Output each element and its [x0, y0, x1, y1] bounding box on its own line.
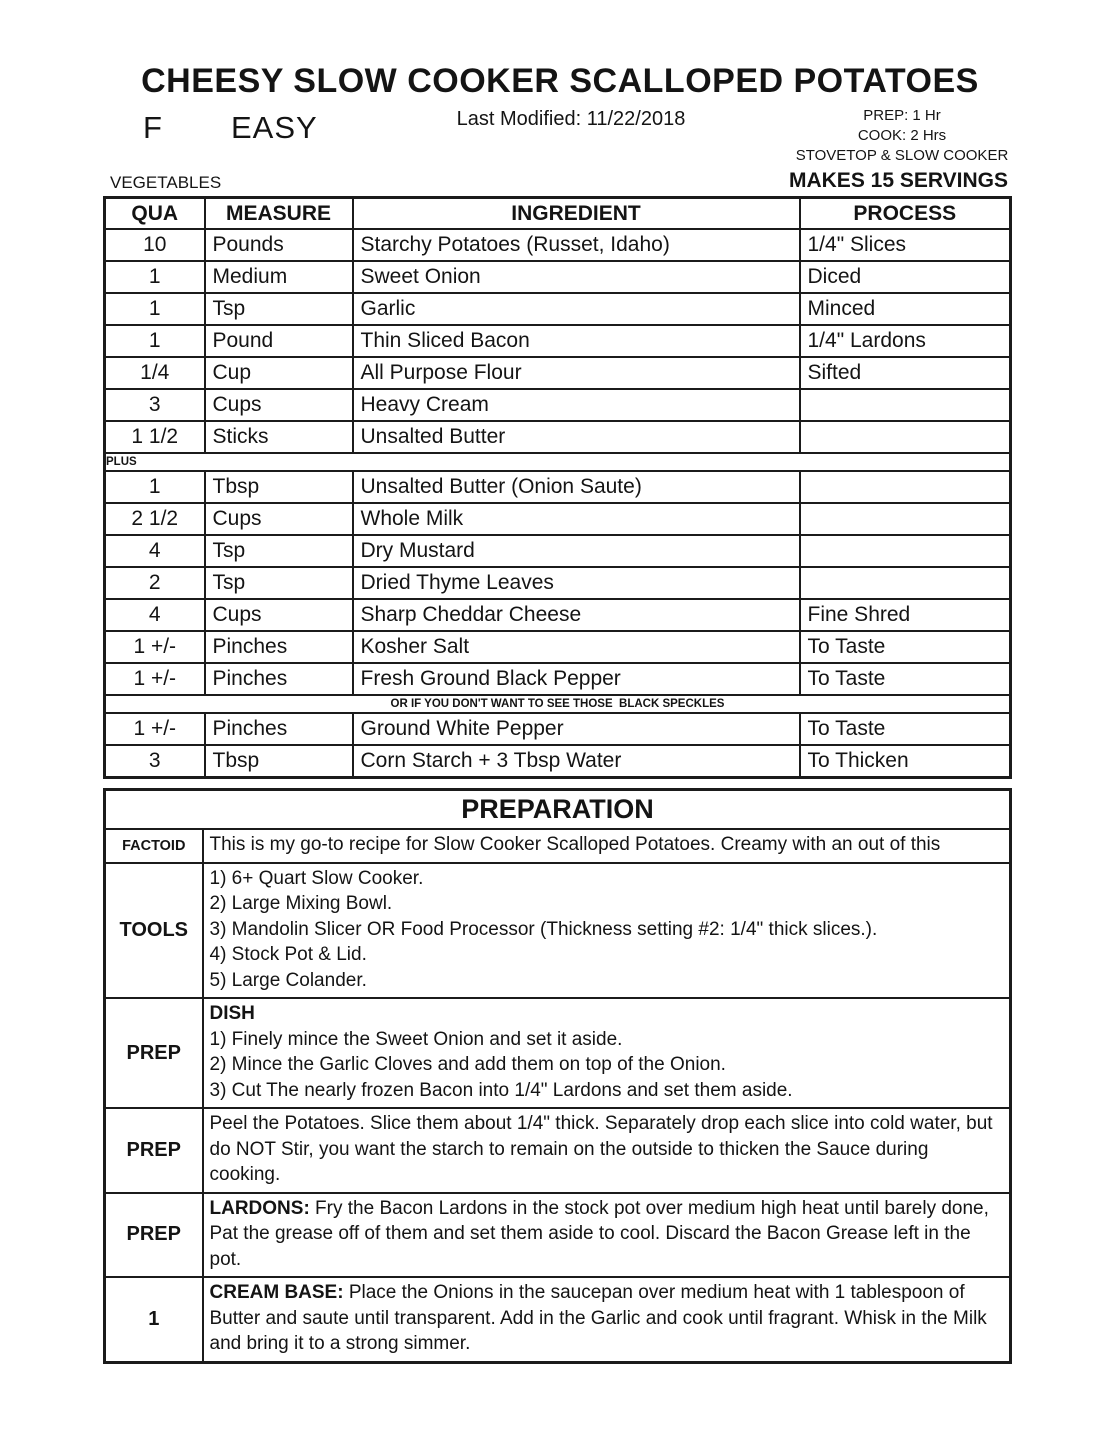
- recipe-letter: F: [143, 110, 162, 145]
- ingredient-row: [105, 599, 1011, 631]
- category-label: VEGETABLES: [110, 173, 222, 192]
- prep-row: [105, 1277, 1011, 1362]
- divider-row: [105, 695, 1011, 713]
- column-header-qua: QUA: [105, 198, 205, 230]
- recipe-header: [0, 0, 1120, 196]
- column-header-process: PROCESS: [800, 198, 1011, 230]
- prep-row: [105, 829, 1011, 863]
- prep-row-content: [203, 829, 1011, 863]
- process-cell: To Taste: [800, 713, 1011, 745]
- process-cell: Sifted: [800, 357, 1011, 389]
- process-cell: To Thicken: [800, 745, 1011, 778]
- last-modified: Last Modified: 11/22/2018: [456, 108, 686, 130]
- prep-line: 1) Finely mince the Sweet Onion and set it aside.: [209, 1028, 623, 1050]
- cook-method: STOVETOP & SLOW COOKER: [795, 147, 1009, 164]
- servings-label: MAKES 15 SERVINGS: [788, 169, 1008, 192]
- prep-row-label: TOOLS: [105, 863, 203, 999]
- measure-cell: Tbsp: [205, 745, 353, 778]
- preparation-title: PREPARATION: [105, 790, 1011, 830]
- ingredient-cell: Thin Sliced Bacon: [353, 325, 800, 357]
- prep-row-label: PREP: [105, 998, 203, 1108]
- column-header-measure: MEASURE: [205, 198, 353, 230]
- process-cell: Minced: [800, 293, 1011, 325]
- qua-cell: 1 1/2: [105, 421, 205, 453]
- ingredient-row: [105, 663, 1011, 695]
- preparation-header-row: [105, 790, 1011, 830]
- ingredient-row: [105, 631, 1011, 663]
- ingredient-cell: Corn Starch + 3 Tbsp Water: [353, 745, 800, 778]
- prep-line: 5) Large Colander.: [209, 969, 367, 991]
- ingredient-cell: Dry Mustard: [353, 535, 800, 567]
- ingredient-cell: Fresh Ground Black Pepper: [353, 663, 800, 695]
- ingredient-cell: Garlic: [353, 293, 800, 325]
- ingredient-row: [105, 567, 1011, 599]
- qua-cell: 1 +/-: [105, 663, 205, 695]
- ingredient-row: [105, 535, 1011, 567]
- prep-line: Peel the Potatoes. Slice them about 1/4" thick. Separately drop each slice into cold water, but do NOT Stir, you want the starch to remain on the outside to thicken the Sauce during cooking.: [209, 1113, 993, 1185]
- ingredient-row: [105, 229, 1011, 261]
- ingredient-cell: Sharp Cheddar Cheese: [353, 599, 800, 631]
- prep-row-content: [203, 1193, 1011, 1278]
- ingredient-row: [105, 293, 1011, 325]
- prep-row-label: 1: [105, 1277, 203, 1362]
- difficulty-label: EASY: [231, 110, 318, 145]
- ingredients-body: [105, 229, 1011, 778]
- qua-cell: 1/4: [105, 357, 205, 389]
- process-cell: [800, 535, 1011, 567]
- prep-line: 4) Stock Pot & Lid.: [209, 944, 367, 965]
- process-cell: To Taste: [800, 663, 1011, 695]
- prep-row-label: FACTOID: [105, 829, 203, 863]
- ingredient-cell: Unsalted Butter (Onion Saute): [353, 471, 800, 503]
- measure-cell: Pounds: [205, 229, 353, 261]
- ingredient-cell: Sweet Onion: [353, 261, 800, 293]
- prep-line: This is my go-to recipe for Slow Cooker Scalloped Potatoes. Creamy with an out of this: [209, 834, 941, 855]
- prep-line: 1) 6+ Quart Slow Cooker.: [209, 867, 424, 889]
- measure-cell: Pound: [205, 325, 353, 357]
- prep-row-content: [203, 863, 1011, 999]
- measure-cell: Sticks: [205, 421, 353, 453]
- prep-line: DISH: [209, 1003, 255, 1024]
- qua-cell: 3: [105, 389, 205, 421]
- ingredient-row: [105, 713, 1011, 745]
- qua-cell: 2: [105, 567, 205, 599]
- prep-row-content: [203, 998, 1011, 1108]
- prep-row: [105, 1108, 1011, 1193]
- prep-row-content: [203, 1277, 1011, 1362]
- process-cell: 1/4" Lardons: [800, 325, 1011, 357]
- qua-cell: 1: [105, 293, 205, 325]
- prep-line: 3) Mandolin Slicer OR Food Processor (Thickness setting #2: 1/4" thick slices.).: [209, 918, 878, 940]
- qua-cell: 1: [105, 261, 205, 293]
- prep-time: PREP: 1 Hr: [863, 107, 941, 124]
- qua-cell: 1 +/-: [105, 713, 205, 745]
- prep-line: CREAM BASE: Place the Onions in the saucepan over medium heat with 1 tablespoon of Butter and saute until transparent. Add in the Garlic and cook until fragrant. Whisk in the Milk and bring it to a strong simmer.: [209, 1282, 987, 1354]
- measure-cell: Cups: [205, 389, 353, 421]
- page-title: CHEESY SLOW COOKER SCALLOPED POTATOES: [141, 62, 979, 100]
- cook-time: COOK: 2 Hrs: [857, 127, 947, 144]
- process-cell: To Taste: [800, 631, 1011, 663]
- prep-line: 3) Cut The nearly frozen Bacon into 1/4" Lardons and set them aside.: [209, 1079, 793, 1101]
- ingredient-cell: Unsalted Butter: [353, 421, 800, 453]
- measure-cell: Tbsp: [205, 471, 353, 503]
- measure-cell: Pinches: [205, 713, 353, 745]
- qua-cell: 1: [105, 471, 205, 503]
- process-cell: [800, 389, 1011, 421]
- prep-row-label: PREP: [105, 1108, 203, 1193]
- measure-cell: Tsp: [205, 567, 353, 599]
- qua-cell: 1: [105, 325, 205, 357]
- divider-row: [105, 453, 1011, 471]
- prep-line: 2) Mince the Garlic Cloves and add them on top of the Onion.: [209, 1054, 726, 1075]
- measure-cell: Pinches: [205, 631, 353, 663]
- ingredients-table: [103, 196, 1012, 779]
- time-info-block: [787, 106, 1017, 166]
- process-cell: Diced: [800, 261, 1011, 293]
- measure-cell: Cups: [205, 503, 353, 535]
- prep-row: [105, 863, 1011, 999]
- ingredient-row: [105, 503, 1011, 535]
- ingredient-cell: All Purpose Flour: [353, 357, 800, 389]
- column-header-ingredient: INGREDIENT: [353, 198, 800, 230]
- prep-row-content: [203, 1108, 1011, 1193]
- qua-cell: 10: [105, 229, 205, 261]
- preparation-table: [103, 788, 1012, 1364]
- process-cell: [800, 567, 1011, 599]
- process-cell: [800, 421, 1011, 453]
- ingredient-cell: Heavy Cream: [353, 389, 800, 421]
- ingredient-row: [105, 357, 1011, 389]
- prep-row: [105, 998, 1011, 1108]
- prep-row: [105, 1193, 1011, 1278]
- preparation-body: [105, 790, 1011, 1363]
- ingredient-cell: Ground White Pepper: [353, 713, 800, 745]
- prep-line: LARDONS: Fry the Bacon Lardons in the stock pot over medium high heat until barely done, Pat the grease off of them and set them aside to cool. Discard the Bacon Grease left in the pot.: [209, 1197, 989, 1270]
- prep-row-label: PREP: [105, 1193, 203, 1278]
- measure-cell: Cups: [205, 599, 353, 631]
- ingredient-cell: Dried Thyme Leaves: [353, 567, 800, 599]
- measure-cell: Tsp: [205, 293, 353, 325]
- meta-row: [110, 169, 1008, 193]
- ingredient-row: [105, 745, 1011, 778]
- ingredient-row: [105, 325, 1011, 357]
- process-cell: [800, 471, 1011, 503]
- measure-cell: Tsp: [205, 535, 353, 567]
- process-cell: 1/4" Slices: [800, 229, 1011, 261]
- divider-label: PLUS: [105, 453, 1011, 471]
- ingredient-cell: Starchy Potatoes (Russet, Idaho): [353, 229, 800, 261]
- qua-cell: 4: [105, 535, 205, 567]
- ingredient-cell: Whole Milk: [353, 503, 800, 535]
- ingredient-row: [105, 421, 1011, 453]
- qua-cell: 4: [105, 599, 205, 631]
- ingredients-header-row: [105, 198, 1011, 230]
- process-cell: Fine Shred: [800, 599, 1011, 631]
- ingredient-row: [105, 389, 1011, 421]
- ingredient-cell: Kosher Salt: [353, 631, 800, 663]
- divider-label: OR IF YOU DON'T WANT TO SEE THOSE BLACK SPECKLES: [105, 695, 1011, 713]
- qua-cell: 2 1/2: [105, 503, 205, 535]
- qua-cell: 1 +/-: [105, 631, 205, 663]
- process-cell: [800, 503, 1011, 535]
- prep-line: 2) Large Mixing Bowl.: [209, 893, 393, 914]
- measure-cell: Medium: [205, 261, 353, 293]
- qua-cell: 3: [105, 745, 205, 778]
- measure-cell: Pinches: [205, 663, 353, 695]
- ingredient-row: [105, 471, 1011, 503]
- ingredient-row: [105, 261, 1011, 293]
- measure-cell: Cup: [205, 357, 353, 389]
